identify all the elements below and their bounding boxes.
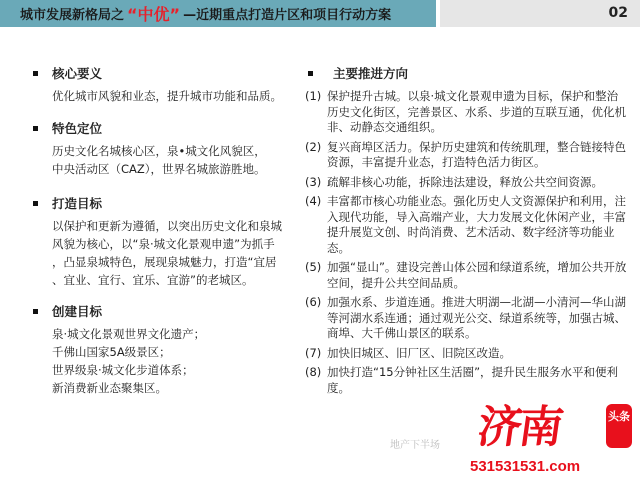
item-number: (6) — [305, 295, 322, 309]
body-line: 以保护和更新为遵循，以突出历史文化和泉城 — [52, 219, 282, 233]
bullet-square-icon — [308, 71, 313, 76]
section-body — [33, 325, 303, 397]
direction-item — [305, 295, 627, 342]
bullet-square-icon — [33, 201, 38, 206]
body-line: 世界级泉·城文化步道体系； — [52, 363, 194, 377]
body-line: 风貌为核心，以“泉·城文化景观申遗”为抓手 — [52, 237, 275, 251]
left-section — [33, 302, 303, 397]
watermark-account: 地产下半场 — [390, 440, 440, 451]
item-number: (8) — [305, 365, 322, 379]
left-section — [33, 194, 303, 289]
item-text: 加快旧城区、旧厂区、旧院区改造。 — [327, 345, 511, 360]
body-line: ，凸显泉城特色，展现泉城魅力，打造“宜居 — [52, 255, 277, 269]
body-line: 泉·城文化景观世界文化遗产； — [52, 327, 206, 341]
section-heading — [33, 302, 303, 320]
item-text: 保护提升古城。以泉·城文化景观申遗为目标，保护和整治历史文化街区，完善景区、水系、步道的互联互通，优化机非、动静态交通组织。 — [327, 89, 626, 134]
right-column — [305, 64, 627, 400]
section-body — [33, 217, 303, 289]
body-line: 优化城市风貌和业态，提升城市功能和品质。 — [52, 89, 282, 103]
title-pre: 城市发展新格局之 — [20, 8, 125, 23]
direction-item — [305, 365, 627, 396]
item-text: 加强水系、步道连通。推进大明湖—北湖—小清河—华山湖等河湖水系连通；通过观光公交、绿道系统等，加强古城、商埠、大千佛山景区的联系。 — [327, 295, 626, 340]
section-heading — [33, 119, 303, 137]
item-text: 加强“显山”。建设完善山体公园和绿道系统，增加公共开放空间，提升公共空间品质。 — [327, 260, 627, 290]
body-line: 历史文化名城核心区，泉•城文化风貌区， — [52, 144, 266, 158]
body-line: 、宜业、宜行、宜乐、宜游”的老城区。 — [52, 273, 254, 287]
section-heading — [33, 64, 303, 82]
watermark-badge: 头条 — [606, 404, 632, 448]
section-heading — [33, 194, 303, 212]
bullet-square-icon — [33, 71, 38, 76]
item-text: 加快打造“15分钟社区生活圈”，提升民生服务水平和便利度。 — [327, 365, 619, 395]
direction-item — [305, 346, 627, 362]
body-line: 新消费新业态聚集区。 — [52, 381, 167, 395]
item-text: 复兴商埠区活力。保护历史建筑和传统肌理，整合链接特色资源，丰富提升业态，打造特色活力街区。 — [327, 139, 626, 169]
section-body — [33, 142, 303, 178]
watermark-logo: 济南 — [474, 402, 564, 453]
item-number: (7) — [305, 345, 322, 360]
slide-header — [0, 0, 436, 27]
section-body — [33, 87, 303, 105]
heading-text: 特色定位 — [52, 121, 103, 136]
bullet-square-icon — [33, 309, 38, 314]
page-number: 02 — [440, 0, 640, 27]
left-section — [33, 64, 303, 105]
right-heading — [305, 64, 627, 82]
item-text: 疏解非核心功能，拆除违法建设，释放公共空间资源。 — [327, 174, 603, 189]
direction-item — [305, 140, 627, 171]
direction-item — [305, 260, 627, 291]
title-highlight: “中优” — [127, 5, 181, 24]
heading-text: 核心要义 — [52, 66, 103, 81]
body-line: 中央活动区（CAZ），世界名城旅游胜地。 — [52, 162, 266, 176]
item-number: (2) — [305, 139, 322, 154]
title-post: —近期重点打造片区和项目行动方案 — [183, 8, 392, 23]
direction-item — [305, 89, 627, 136]
item-number: (4) — [305, 194, 322, 208]
item-number: (3) — [305, 174, 322, 189]
direction-item — [305, 194, 627, 256]
item-number: (5) — [305, 260, 322, 274]
left-section — [33, 119, 303, 178]
body-line: 千佛山国家5A级景区； — [52, 345, 171, 359]
watermark-url: 531531531.com — [470, 458, 581, 475]
heading-text: 创建目标 — [52, 304, 103, 319]
item-number: (1) — [305, 89, 322, 103]
item-text: 丰富都市核心功能业态。强化历史人文资源保护和利用，注入现代功能，导入高端产业，大力发展文化休闲产业，丰富提升展览文创、时尚消费、艺术活动、数字经济等功能业态。 — [327, 194, 626, 255]
direction-item — [305, 175, 627, 191]
bullet-square-icon — [33, 126, 38, 131]
heading-text: 打造目标 — [52, 196, 103, 211]
heading-text: 主要推进方向 — [333, 66, 409, 81]
